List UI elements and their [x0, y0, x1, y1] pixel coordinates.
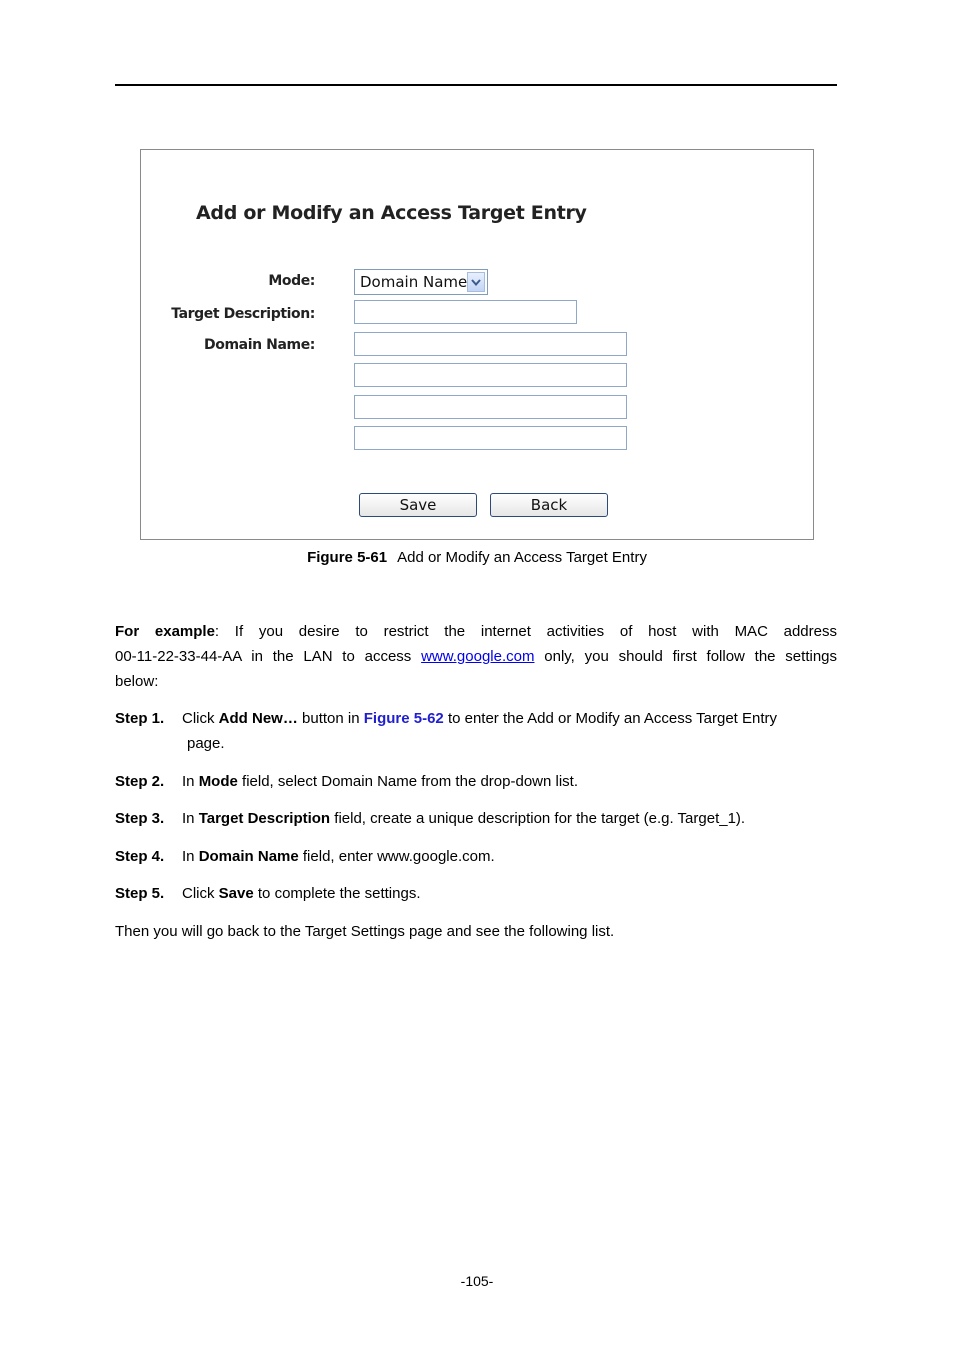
mode-label: Mode:: [268, 273, 315, 289]
save-button[interactable]: Save: [359, 493, 477, 517]
page-number: -105-: [460, 1273, 494, 1289]
closing-text: Then you will go back to the Target Settings page and see the following list.: [115, 923, 615, 940]
figure-caption: [0, 549, 954, 566]
domain-name-input-4[interactable]: [354, 426, 627, 450]
domain-name-label: Domain Name:: [204, 337, 315, 353]
step-2-text: In Mode field, select Domain Name from the drop-down list.: [182, 773, 579, 790]
figure-reference: Figure 5-62: [363, 710, 444, 727]
example-lead: For example: [115, 623, 215, 640]
mode-select-value: Domain Name: [360, 273, 468, 291]
chevron-down-icon[interactable]: [467, 272, 485, 292]
target-description-label: Target Description:: [171, 306, 315, 322]
step-3-text: In Target Description field, create a unique description for the target (e.g. Target_1).: [182, 810, 746, 827]
step-5-text: Click Save to complete the settings.: [182, 885, 421, 902]
step-5-number: Step 5.: [115, 885, 165, 902]
figure-number: Figure 5-61: [307, 549, 388, 566]
domain-name-input-1[interactable]: [354, 332, 627, 356]
step-1-cont-text: page.: [187, 735, 225, 752]
example-text-1: : If you desire to restrict the internet activities of host with MAC address: [214, 623, 837, 640]
header-rule: [115, 84, 837, 86]
step-4-text: In Domain Name field, enter www.google.com.: [182, 848, 495, 865]
mode-select[interactable]: [354, 269, 488, 295]
step-1-number: Step 1.: [115, 710, 165, 727]
google-link[interactable]: www.google.com: [421, 648, 535, 665]
example-text-3: only, you should first follow the settings: [544, 648, 838, 665]
example-text-2: 00-11-22-33-44-AA in the LAN to access: [115, 648, 412, 665]
target-description-input[interactable]: [354, 300, 577, 324]
example-line-1: [115, 619, 837, 644]
domain-name-input-2[interactable]: [354, 363, 627, 387]
screenshot-panel: [140, 149, 814, 540]
example-line-3: below:: [115, 673, 159, 690]
step-3-number: Step 3.: [115, 810, 165, 827]
form-title: Add or Modify an Access Target Entry: [196, 202, 587, 224]
back-button[interactable]: Back: [490, 493, 608, 517]
figure-title: Add or Modify an Access Target Entry: [397, 549, 647, 566]
step-4-number: Step 4.: [115, 848, 165, 865]
domain-name-input-3[interactable]: [354, 395, 627, 419]
example-line-2: [115, 644, 837, 669]
step-1-text: Click Add New… button in Figure 5-62 to enter the Add or Modify an Access Target Entry: [182, 710, 778, 727]
step-2-number: Step 2.: [115, 773, 165, 790]
